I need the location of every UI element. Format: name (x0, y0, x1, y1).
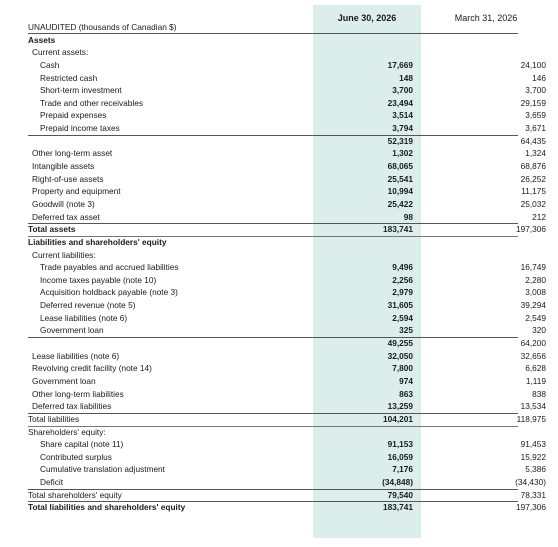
value-march-31-2026: 25,032 (520, 198, 546, 209)
row-label: Short-term investment (40, 85, 122, 96)
value-march-31-2026: 2,549 (525, 312, 546, 323)
value-march-31-2026: 11,175 (521, 186, 546, 197)
row-label: Share capital (note 11) (40, 439, 124, 450)
table-row (28, 463, 546, 476)
value-june-30-2026: 17,669 (387, 59, 413, 70)
value-june-30-2026: 183,741 (383, 502, 413, 513)
row-label: Deferred revenue (note 5) (40, 300, 136, 311)
value-june-30-2026: 98 (403, 211, 413, 222)
row-label: Lease liabilities (note 6) (40, 312, 128, 323)
row-label: Total liabilities (28, 413, 80, 424)
row-label: Other long-term liabilities (32, 388, 124, 399)
table-row (28, 211, 546, 224)
table-row (28, 122, 546, 135)
table-row (28, 324, 546, 337)
row-label: Intangible assets (32, 161, 95, 172)
table-row (28, 34, 520, 47)
table-row (28, 312, 546, 325)
row-label: Cash (40, 59, 60, 70)
value-june-30-2026: 7,176 (392, 464, 413, 475)
value-june-30-2026: 148 (399, 72, 413, 83)
value-june-30-2026: 325 (399, 325, 413, 336)
row-label: Liabilities and shareholders' equity (28, 236, 167, 247)
row-label: Government loan (40, 325, 104, 336)
value-march-31-2026: 197,306 (516, 502, 546, 513)
row-label: Prepaid income taxes (40, 123, 120, 134)
table-row (28, 337, 546, 350)
table-row (28, 173, 546, 186)
value-march-31-2026: 78,331 (520, 489, 546, 500)
row-label: Shareholders' equity: (28, 426, 106, 437)
column-header-march-31-2026: March 31, 2026 (454, 13, 518, 23)
row-label: Trade payables and accrued liabilities (40, 262, 179, 273)
table-row (28, 489, 546, 502)
table-row (28, 72, 546, 85)
table-row (28, 236, 520, 249)
value-march-31-2026: 16,749 (520, 262, 546, 273)
value-march-31-2026: 68,876 (520, 161, 546, 172)
column-header-june-30-2026: June 30, 2026 (337, 13, 397, 23)
table-row (28, 198, 546, 211)
value-june-30-2026: 9,496 (392, 262, 413, 273)
row-label: Total shareholders' equity (28, 489, 122, 500)
table-row (28, 426, 520, 439)
value-march-31-2026: 39,294 (520, 300, 546, 311)
table-row (28, 261, 546, 274)
row-label: Right-of-use assets (32, 173, 104, 184)
value-june-30-2026: 25,422 (387, 198, 413, 209)
value-march-31-2026: 3,671 (525, 123, 546, 134)
value-june-30-2026: 79,540 (387, 489, 413, 500)
row-label: Acquisition holdback payable (note 3) (40, 287, 178, 298)
value-march-31-2026: 3,659 (525, 110, 546, 121)
table-row (28, 46, 520, 59)
value-march-31-2026: 64,435 (520, 135, 546, 146)
value-june-30-2026: 32,050 (387, 350, 413, 361)
value-march-31-2026: 24,100 (520, 59, 546, 70)
row-label: Property and equipment (32, 186, 121, 197)
value-june-30-2026: 91,153 (387, 439, 413, 450)
value-march-31-2026: 197,306 (516, 224, 546, 235)
table-row (28, 160, 546, 173)
value-march-31-2026: 13,534 (520, 401, 546, 412)
table-row (28, 135, 546, 148)
table-row (28, 388, 546, 401)
table-row (28, 413, 546, 426)
value-march-31-2026: 2,280 (525, 274, 546, 285)
value-june-30-2026: 2,256 (392, 274, 413, 285)
value-june-30-2026: 16,059 (387, 451, 413, 462)
value-march-31-2026: 3,008 (525, 287, 546, 298)
value-march-31-2026: 15,922 (520, 451, 546, 462)
row-label: Lease liabilities (note 6) (32, 350, 120, 361)
row-label: Income taxes payable (note 10) (40, 274, 157, 285)
table-row (28, 223, 546, 236)
table-row (28, 350, 546, 363)
value-march-31-2026: (34,430) (515, 477, 546, 488)
value-march-31-2026: 64,200 (520, 338, 546, 349)
table-row (28, 375, 546, 388)
row-label: Other long-term asset (32, 148, 113, 159)
value-march-31-2026: 146 (532, 72, 546, 83)
value-march-31-2026: 320 (532, 325, 546, 336)
value-june-30-2026: 863 (399, 388, 413, 399)
value-june-30-2026: 13,259 (387, 401, 413, 412)
value-june-30-2026: 2,594 (392, 312, 413, 323)
table-row (28, 249, 520, 262)
value-march-31-2026: 32,656 (520, 350, 546, 361)
value-june-30-2026: 52,319 (387, 135, 413, 146)
row-label: Total liabilities and shareholders' equity (28, 502, 186, 513)
balance-sheet-table (28, 21, 546, 514)
row-label: Restricted cash (40, 72, 98, 83)
table-row (28, 147, 546, 160)
value-march-31-2026: 1,119 (525, 375, 546, 386)
table-row (28, 84, 546, 97)
row-label: Current liabilities: (32, 249, 96, 260)
value-june-30-2026: 68,065 (387, 161, 413, 172)
row-label: Current assets: (32, 47, 89, 58)
value-june-30-2026: 183,741 (383, 224, 413, 235)
value-june-30-2026: 3,700 (392, 85, 413, 96)
row-label: Cumulative translation adjustment (40, 464, 165, 475)
row-label: Prepaid expenses (40, 110, 107, 121)
table-row (28, 185, 546, 198)
value-june-30-2026: 3,794 (392, 123, 413, 134)
row-label: Government loan (32, 375, 96, 386)
value-june-30-2026: 974 (399, 375, 413, 386)
row-label: Deferred tax asset (32, 211, 100, 222)
value-march-31-2026: 5,386 (525, 464, 546, 475)
table-row (28, 362, 546, 375)
value-march-31-2026: 1,324 (525, 148, 546, 159)
table-row (28, 400, 546, 413)
row-label: Deficit (40, 477, 64, 488)
value-march-31-2026: 26,252 (520, 173, 546, 184)
value-june-30-2026: 49,255 (387, 338, 413, 349)
value-june-30-2026: (34,848) (382, 477, 413, 488)
row-label: Contributed surplus (40, 451, 112, 462)
value-june-30-2026: 1,302 (392, 148, 413, 159)
value-march-31-2026: 29,159 (520, 97, 546, 108)
table-row (28, 59, 546, 72)
table-row (28, 501, 546, 514)
row-label: Goodwill (note 3) (32, 198, 95, 209)
table-row (28, 109, 546, 122)
value-june-30-2026: 2,979 (392, 287, 413, 298)
table-row (28, 451, 546, 464)
row-label: UNAUDITED (thousands of Canadian $) (28, 22, 177, 32)
value-june-30-2026: 31,605 (387, 300, 413, 311)
row-label: Revolving credit facility (note 14) (32, 363, 152, 374)
value-june-30-2026: 10,994 (387, 186, 413, 197)
value-march-31-2026: 212 (532, 211, 546, 222)
value-june-30-2026: 25,541 (387, 173, 413, 184)
value-june-30-2026: 104,201 (383, 413, 413, 424)
row-label: Deferred tax liabilities (32, 401, 112, 412)
value-june-30-2026: 23,494 (387, 97, 413, 108)
value-june-30-2026: 7,800 (392, 363, 413, 374)
table-row (28, 274, 546, 287)
value-march-31-2026: 6,628 (525, 363, 546, 374)
value-march-31-2026: 838 (532, 388, 546, 399)
value-march-31-2026: 3,700 (525, 85, 546, 96)
row-label: Assets (28, 34, 56, 45)
value-march-31-2026: 91,453 (520, 439, 546, 450)
table-row (28, 438, 546, 451)
row-label: Trade and other receivables (40, 97, 144, 108)
value-march-31-2026: 118,975 (516, 413, 546, 424)
table-row (28, 97, 546, 110)
table-row (28, 299, 546, 312)
table-row (28, 476, 546, 489)
row-label: Total assets (28, 224, 76, 235)
value-june-30-2026: 3,514 (392, 110, 413, 121)
table-row (28, 286, 546, 299)
table-row (28, 21, 520, 34)
